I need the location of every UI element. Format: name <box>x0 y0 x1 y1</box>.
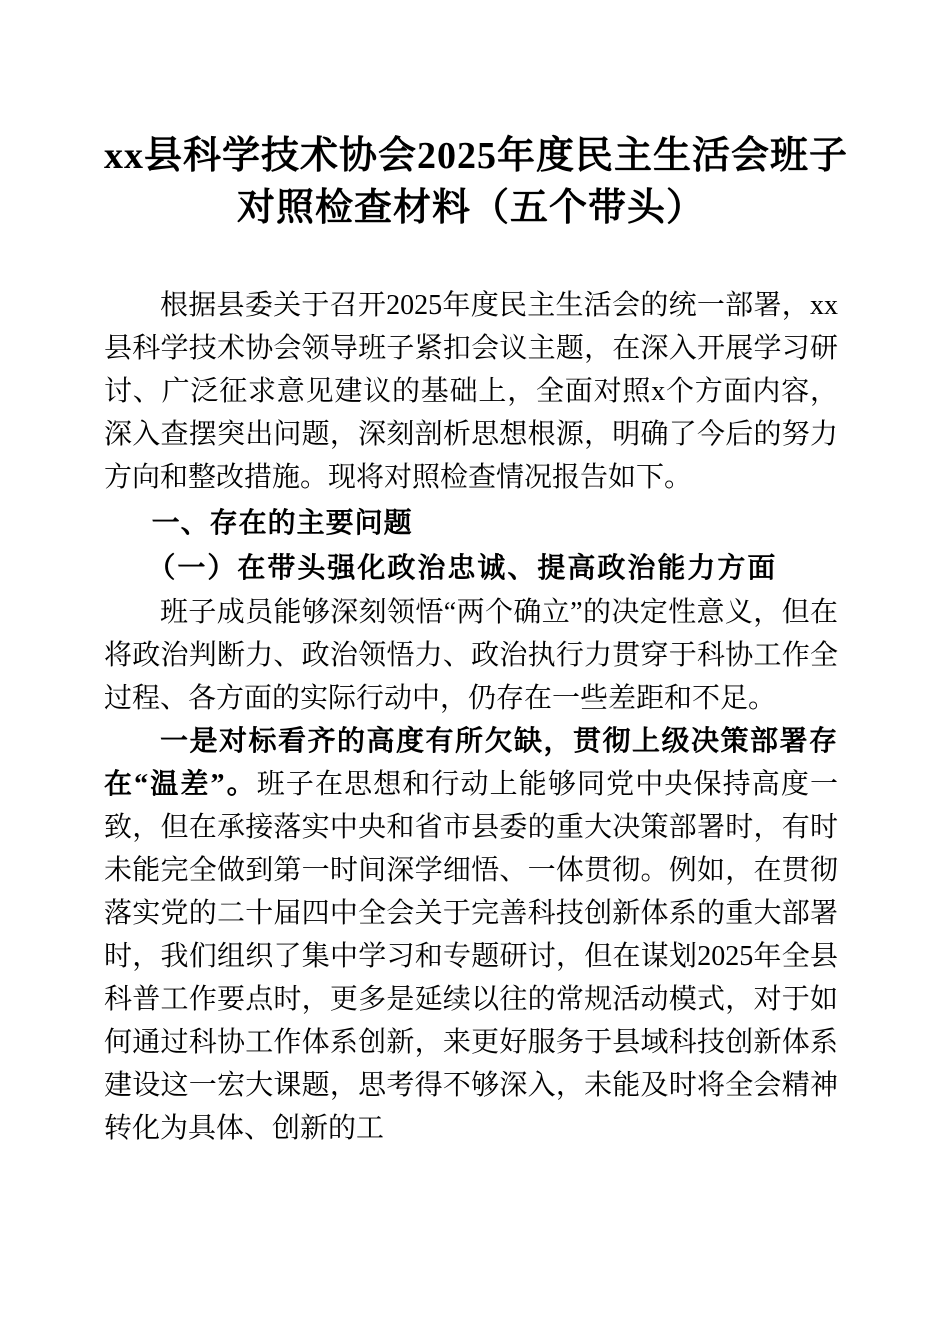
point-one-paragraph <box>104 720 838 1150</box>
subsection-intro-paragraph: 班子成员能够深刻领悟“两个确立”的决定性意义，但在将政治判断力、政治领悟力、政治执行力贯穿于科协工作全过程、各方面的实际行动中，仍存在一些差距和不足。 <box>104 597 838 714</box>
document-title-line-1: xx县科学技术协会2025年度民主生活会班子 <box>104 135 849 177</box>
section-heading-main-problems: 一、存在的主要问题 <box>151 507 413 538</box>
document-title-line-2: 对照检查材料（五个带头） <box>236 187 705 229</box>
point-one-body-text: 班子在思想和行动上能够同党中央保持高度一致，但在承接落实中央和省市县委的重大决策部署时，有时未能完全做到第一时间深学细悟、一体贯彻。例如，在贯彻落实党的二十届四中全会关于完善科技创新体系的重大部署时，我们组织了集中学习和专题研讨，但在谋划2025年全县科普工作要点时，更多是延续以往的常规活动模式，对于如何通过科协工作体系创新，来更好服务于县域科技创新体系建设这一宏大课题，思考得不够深入，未能及时将全会精神转化为具体、创新的工 <box>104 769 838 1144</box>
intro-paragraph: 根据县委关于召开2025年度民主生活会的统一部署，xx县科学技术协会领导班子紧扣会议主题，在深入开展学习研讨、广泛征求意见建议的基础上，全面对照x个方面内容，深入查摆突出问题，深刻剖析思想根源，明确了今后的努力方向和整改措施。现将对照检查情况报告如下。 <box>104 290 838 493</box>
point-one-lead-sentence: 一是对标看齐的高度有所欠缺，贯彻上级决策部署存在“温差”。 <box>104 726 838 800</box>
subsection-heading-political-loyalty: （一）在带头强化政治忠诚、提高政治能力方面 <box>147 553 778 584</box>
document-title <box>104 130 849 234</box>
